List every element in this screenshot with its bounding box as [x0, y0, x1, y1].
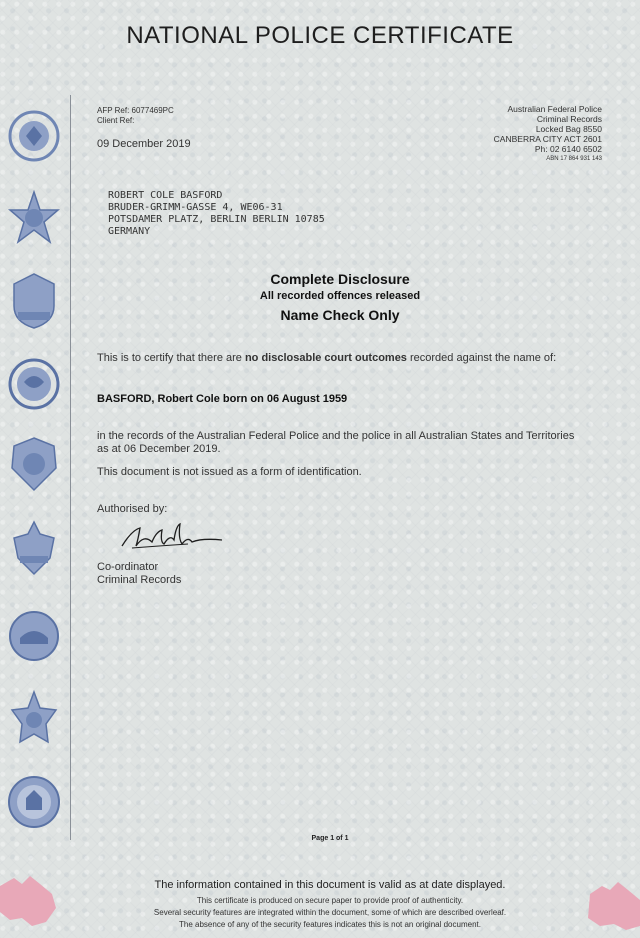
address-line: POTSDAMER PLATZ, BERLIN BERLIN 10785	[108, 214, 325, 225]
disclosure-release: All recorded offences released	[259, 290, 421, 302]
agency-line: Locked Bag 8550	[535, 124, 602, 134]
crime-commission-icon	[6, 772, 62, 832]
afp-reference: AFP Ref: 6077469PC	[97, 106, 174, 115]
security-note: This certificate is produced on secure paper to provide proof of authenticity.	[196, 896, 464, 905]
qld-police-icon	[6, 434, 62, 494]
tas-police-icon	[6, 604, 62, 664]
identification-notice: This document is not issued as a form of identification.	[97, 466, 362, 478]
vic-police-icon	[6, 352, 62, 412]
security-note: Several security features are integrated within the document, some of which are described overleaf.	[153, 908, 507, 917]
agency-line: Ph: 02 6140 6502	[534, 144, 602, 154]
signature	[118, 520, 228, 559]
certification-statement	[97, 352, 577, 365]
recipient-address	[108, 190, 325, 238]
agency-line: CANBERRA CITY ACT 2601	[493, 134, 602, 144]
sa-police-icon	[6, 518, 62, 578]
address-line: ROBERT COLE BASFORD	[108, 190, 223, 201]
reference-block	[97, 106, 174, 126]
authorised-label: Authorised by:	[97, 503, 168, 515]
nt-police-icon	[6, 688, 62, 748]
role-line: Criminal Records	[97, 574, 182, 586]
certificate-title: NATIONAL POLICE CERTIFICATE	[126, 22, 514, 49]
certify-prefix: This is to certify that there are	[97, 352, 245, 364]
security-note: The absence of any of the security features indicates this is not an original document.	[179, 920, 481, 929]
issue-date: 09 December 2019	[97, 138, 191, 150]
subject-name: BASFORD, Robert Cole born on 06 August 1959	[97, 393, 348, 405]
check-type: Name Check Only	[280, 307, 400, 323]
signatory-role	[97, 561, 181, 587]
agency-address	[494, 104, 602, 164]
page-number: Page 1 of 1	[311, 835, 349, 842]
client-reference: Client Ref:	[97, 116, 135, 125]
certify-outcome: no disclosable court outcomes	[244, 352, 407, 364]
address-line: BRUDER-GRIMM-GASSE 4, WE06-31	[108, 202, 283, 213]
agency-line: Australian Federal Police	[507, 104, 602, 114]
disclosure-type: Complete Disclosure	[270, 271, 410, 287]
records-statement: in the records of the Australian Federal Police and the police in all Australian States and Territories as at 06 December 2019.	[97, 430, 575, 455]
left-margin-rule	[70, 95, 71, 840]
certify-suffix: recorded against the name of:	[406, 352, 557, 364]
validity-notice: The information contained in this document is valid as at date displayed.	[154, 879, 506, 891]
nsw-police-icon	[6, 188, 62, 248]
address-line: GERMANY	[108, 226, 151, 237]
afp-badge-icon	[6, 106, 62, 166]
role-line: Co-ordinator	[97, 561, 159, 573]
agency-line: Criminal Records	[536, 114, 602, 124]
agency-abn: ABN 17 864 931 143	[546, 156, 602, 162]
